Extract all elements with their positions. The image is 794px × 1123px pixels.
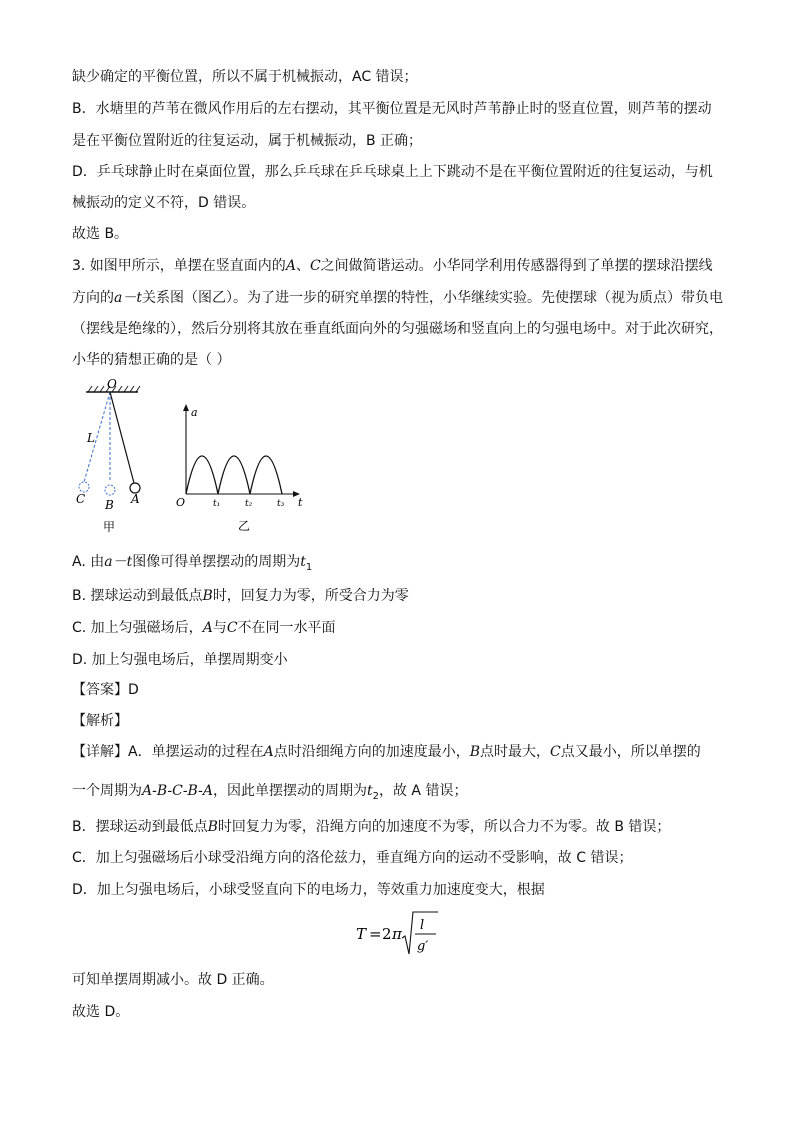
detail-line-2: 一个周期为A-B-C-B-A，因此单摆摆动的周期为$t_2$，故 A 错误； <box>72 783 468 802</box>
detail-line-1: 【详解】A．单摆运动的过程在A点时沿细绳方向的加速度最小，B点时最大，C点又最小，所以单摆的 <box>72 744 701 760</box>
formula-eq: = <box>369 925 382 943</box>
ball-C <box>79 482 89 492</box>
prev-line-1: 缺少确定的平衡位置，所以不属于机械振动，AC 错误； <box>72 69 418 85</box>
label-t3: t₃ <box>277 499 285 509</box>
detail-line-5: D．加上匀强电场后，小球受竖直向下的电场力，等效重力加速度变大，根据 <box>72 882 545 898</box>
label-t: t <box>298 496 303 509</box>
prev-line-6: 故选 B。 <box>72 226 129 242</box>
label-origin: O <box>176 496 186 509</box>
option-C: C. 加上匀强磁场后，A与C不在同一水平面 <box>72 620 336 636</box>
question-line-4: 小华的猜想正确的是（ ） <box>72 352 231 368</box>
pendulum-figure <box>72 376 162 536</box>
conclusion-line-1: 可知单摆周期减小。故 D 正确。 <box>72 972 274 988</box>
question-line-1: 3. 如图甲所示，单摆在竖直面内的A、C之间做简谐运动。小华同学利用传感器得到了单摆的摆球沿摆线 <box>72 258 713 274</box>
pendulum-string <box>110 392 134 483</box>
formula-two: 2 <box>382 925 392 943</box>
ball-B <box>105 485 115 495</box>
analysis-title: 【解析】 <box>72 713 128 729</box>
period-formula <box>352 908 442 960</box>
formula-g: g′ <box>417 939 429 954</box>
answer: 【答案】D <box>72 682 139 698</box>
label-A: A <box>131 492 140 506</box>
option-B: B. 摆球运动到最低点B时，回复力为零，所受合力为零 <box>72 588 409 604</box>
a-axis-arrow <box>183 404 189 411</box>
caption-yi: 乙 <box>238 519 251 533</box>
label-t2: t₂ <box>245 499 253 509</box>
detail-line-3: B．摆球运动到最低点B时回复力为零，沿绳方向的加速度不为零，所以合力不为零。故 B 错误； <box>72 819 671 835</box>
a-t-curve <box>186 456 282 494</box>
question-line-2: 方向的a－t关系图（图乙）。为了进一步的研究单摆的特性，小华继续实验。先使摆球（视为质点）带负电 <box>72 290 723 306</box>
prev-line-4: D．乒乓球静止时在桌面位置，那么乒乓球在乒乓球桌上上下跳动不是在平衡位置附近的往复运动，与机 <box>72 164 713 180</box>
option-D: D. 加上匀强电场后，单摆周期变小 <box>72 652 288 668</box>
label-O: O <box>107 377 117 391</box>
a-t-graph <box>172 400 312 536</box>
prev-line-2: B．水塘里的芦苇在微风作用后的左右摆动，其平衡位置是无风时芦苇静止时的竖直位置，则芦苇的摆动 <box>72 101 712 117</box>
option-A: A. 由a－t图像可得单摆摆动的周期为$t_1$ <box>72 554 313 573</box>
formula-l: l <box>420 918 425 933</box>
question-line-3: （摆线是绝缘的），然后分别将其放在垂直纸面向外的匀强磁场和竖直向上的匀强电场中。对于此次研究， <box>72 321 723 337</box>
formula-T: T <box>356 925 367 943</box>
label-C: C <box>76 492 86 506</box>
prev-line-3: 是在平衡位置附近的往复运动，属于机械振动，B 正确； <box>72 133 423 149</box>
label-a: a <box>191 406 198 419</box>
label-t1: t₁ <box>213 499 221 509</box>
label-L: L <box>87 431 95 445</box>
label-B: B <box>105 498 114 512</box>
detail-line-4: C．加上匀强磁场后小球受沿绳方向的洛伦兹力，垂直绳方向的运动不受影响，故 C 错误； <box>72 850 633 866</box>
caption-jia: 甲 <box>103 520 116 534</box>
prev-line-5: 械振动的定义不符，D 错误。 <box>72 195 256 211</box>
formula-pi: π <box>392 925 402 943</box>
conclusion-line-2: 故选 D。 <box>72 1004 130 1020</box>
